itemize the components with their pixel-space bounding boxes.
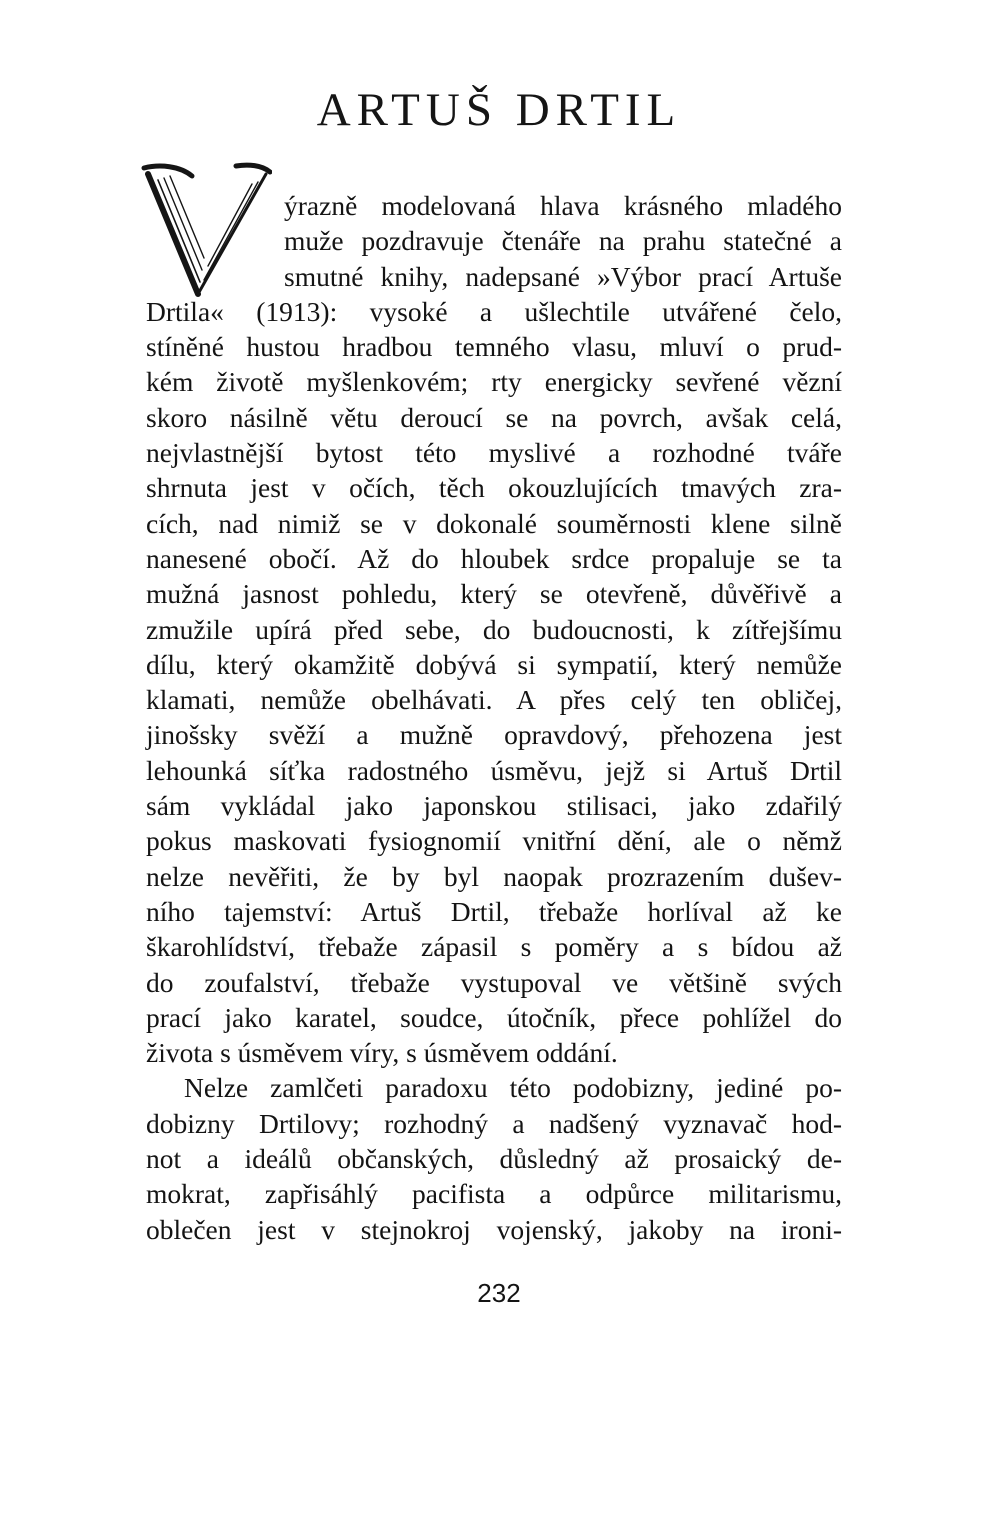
text-line: shrnuta jest v očích, těch okouzlujících tmavých zra- (146, 472, 842, 504)
chapter-title: ARTUŠ DRTIL (316, 84, 682, 136)
text-line: ního tajemství: Artuš Drtil, třebaže horlíval až ke (146, 895, 842, 927)
text-line: nelze nevěřiti, že by byl naopak prozrazením dušev- (146, 860, 842, 892)
text-line: Drtila« (1913): vysoké a ušlechtile utvářené čelo, (146, 295, 842, 327)
text-line: škarohlídství, třebaže zápasil s poměry a s bídou až (146, 931, 842, 963)
text-line: sám vykládal jako japonskou stilisaci, jako zdařilý (146, 790, 842, 822)
text-line: smutné knihy, nadepsané »Výbor prací Artuše (284, 260, 842, 292)
text-line-paragraph-end: života s úsměvem víry, s úsměvem oddání. (146, 1037, 618, 1069)
text-line: cích, nad nimiž se v dokonalé souměrnosti klene silně (146, 507, 842, 539)
body-text (146, 188, 842, 1247)
text-line: lehounká síťka radostného úsměvu, jejž si Artuš Drtil (146, 754, 842, 786)
text-line: nanesené obočí. Až do hloubek srdce propaluje se ta (146, 542, 842, 574)
text-line: jinošsky svěží a mužně opravdový, přehozena jest (146, 719, 842, 751)
page-number: 232 (477, 1278, 521, 1308)
text-line: ýrazně modelovaná hlava krásného mladého (284, 190, 842, 221)
text-line: muže pozdravuje čtenáře na prahu statečné a (284, 225, 842, 257)
text-line: stíněné hustou hradbou temného vlasu, mluví o prud- (146, 331, 842, 363)
text-line: prací jako karatel, soudce, útočník, přece pohlížel do (146, 1001, 842, 1033)
text-line: dílu, který okamžitě dobývá si sympatií, který nemůže (146, 648, 842, 680)
text-line: mokrat, zapřisáhlý pacifista a odpůrce militarismu, (146, 1178, 842, 1210)
text-line: do zoufalství, třebaže vystupoval ve většině svých (146, 966, 842, 998)
text-line: klamati, nemůže obelhávati. A přes celý ten obličej, (146, 684, 842, 716)
text-line: kém životě myšlenkovém; rty energicky sevřené vězní (146, 366, 842, 398)
text-line: pokus maskovati fysiognomií vnitřní dění, ale o němž (146, 825, 842, 857)
text-line: Nelze zamlčeti paradoxu této podobizny, jediné po- (184, 1072, 842, 1104)
text-line: mužná jasnost pohledu, který se otevřeně, důvěřivě a (146, 578, 842, 610)
text-line: not a ideálů občanských, důsledný až prosaický de- (146, 1143, 842, 1175)
text-line: oblečen jest v stejnokroj vojenský, jakoby na ironi- (146, 1213, 842, 1245)
text-line: zmužile upírá před sebe, do budoucnosti, k zítřejšímu (146, 613, 842, 645)
text-line: nejvlastnější bytost této myslivé a rozhodné tváře (146, 437, 842, 469)
text-line: skoro násilně větu deroucí se na povrch, avšak celá, (146, 401, 842, 433)
text-line: dobizny Drtilovy; rozhodný a nadšený vyznavač hod- (146, 1107, 842, 1139)
